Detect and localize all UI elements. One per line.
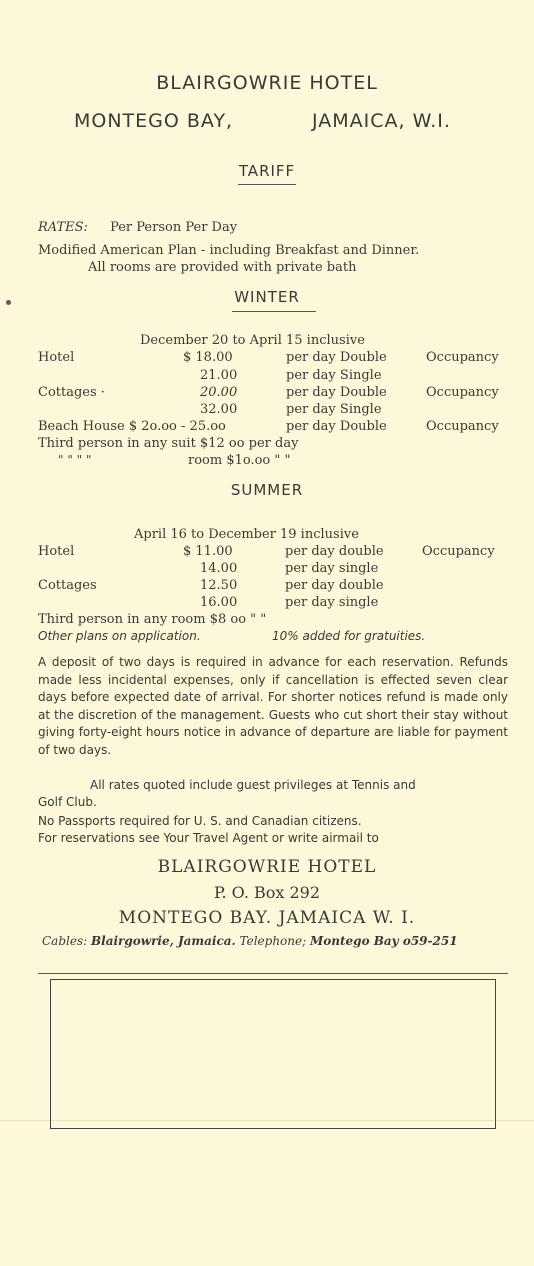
- row-name: Cottages: [38, 578, 97, 593]
- row-name: Hotel: [38, 544, 75, 559]
- row-price: 20.00: [200, 385, 238, 400]
- row-occupancy: Occupancy: [426, 350, 499, 365]
- summer-heading: SUMMER: [230, 481, 304, 499]
- winter-period: December 20 to April 15 inclusive: [140, 333, 365, 348]
- ditto-marks: " " " ": [58, 453, 92, 467]
- cables-value: Blairgowrie, Jamaica.: [91, 934, 236, 948]
- row-price: 14.00: [200, 561, 238, 576]
- cables-label: Cables:: [42, 934, 88, 948]
- rates-label: RATES:: [38, 220, 88, 235]
- gratuities: 10% added for gratuities.: [272, 629, 426, 643]
- passports-note: No Passports required for U. S. and Canadian citizens.: [38, 814, 362, 828]
- row-desc: per day double: [285, 544, 384, 559]
- location-left: MONTEGO BAY,: [74, 110, 234, 132]
- row-name: Cottages ·: [38, 385, 105, 400]
- beach-house-label: Beach House: [38, 419, 125, 434]
- row-price: 16.00: [200, 595, 238, 610]
- row-desc: per day Double: [286, 350, 387, 365]
- row-price: $ 11.00: [183, 544, 233, 559]
- tariff-heading: TARIFF: [238, 162, 296, 180]
- hotel-name-heading: BLAIRGOWRIE HOTEL: [156, 72, 378, 94]
- row-price: 21.00: [200, 368, 238, 383]
- third-person-room: Third person in any room $8 oo " ": [38, 612, 267, 627]
- privileges-line2: Golf Club.: [38, 795, 97, 809]
- row-price: $ 18.00: [183, 350, 233, 365]
- row-desc: per day Single: [286, 368, 382, 383]
- third-person-suit: Third person in any suit $12 oo per day: [38, 436, 299, 451]
- tariff-underline: [238, 184, 296, 185]
- privileges-line1: All rates quoted include guest privileges at Tennis and: [90, 778, 416, 792]
- row-desc: per day double: [285, 578, 384, 593]
- winter-underline: [232, 311, 316, 312]
- stamp-box: [50, 979, 496, 1129]
- reservations-note: For reservations see Your Travel Agent or write airmail to: [38, 831, 379, 845]
- row-price: 12.50: [200, 578, 238, 593]
- box-top-rule: [38, 973, 508, 974]
- row-desc: per day single: [285, 595, 379, 610]
- beach-house-price: $ 2o.oo - 25.oo: [128, 419, 226, 434]
- telephone-label: Telephone;: [239, 934, 307, 948]
- row-name: Hotel: [38, 350, 75, 365]
- row-desc: per day Double: [286, 419, 387, 434]
- cables-telephone-line: [42, 934, 458, 948]
- address-hotel-name: BLAIRGOWRIE HOTEL: [157, 857, 377, 877]
- other-plans: Other plans on application.: [38, 629, 201, 643]
- row-desc: per day Double: [286, 385, 387, 400]
- telephone-value: Montego Bay o59-251: [309, 934, 458, 948]
- plan-line-2: All rooms are provided with private bath: [88, 260, 357, 275]
- summer-period: April 16 to December 19 inclusive: [134, 527, 359, 542]
- winter-heading: WINTER: [234, 288, 300, 306]
- row-desc: per day Single: [286, 402, 382, 417]
- address-po-box: P. O. Box 292: [213, 883, 321, 902]
- location-right: JAMAICA, W.I.: [312, 110, 451, 132]
- row-occupancy: Occupancy: [422, 544, 495, 559]
- address-city: MONTEGO BAY. JAMAICA W. I.: [118, 908, 416, 928]
- row-price: 32.00: [200, 402, 238, 417]
- third-person-room: room $1o.oo " ": [188, 453, 291, 468]
- plan-line-1: Modified American Plan - including Breakfast and Dinner.: [38, 243, 420, 258]
- row-desc: per day single: [285, 561, 379, 576]
- row-occupancy: Occupancy: [426, 419, 499, 434]
- rates-basis: Per Person Per Day: [110, 220, 238, 235]
- row-occupancy: Occupancy: [426, 385, 499, 400]
- deposit-policy: A deposit of two days is required in advance for each reservation. Refunds made less incidental expenses, only if cancellation is effected seven clear days before expected date of arrival. For shorter notices refund is made only at the discretion of the management. Guests who cut short their stay without giving forty-eight hours notice in advance of departure are liable for payment of two days.: [38, 655, 508, 757]
